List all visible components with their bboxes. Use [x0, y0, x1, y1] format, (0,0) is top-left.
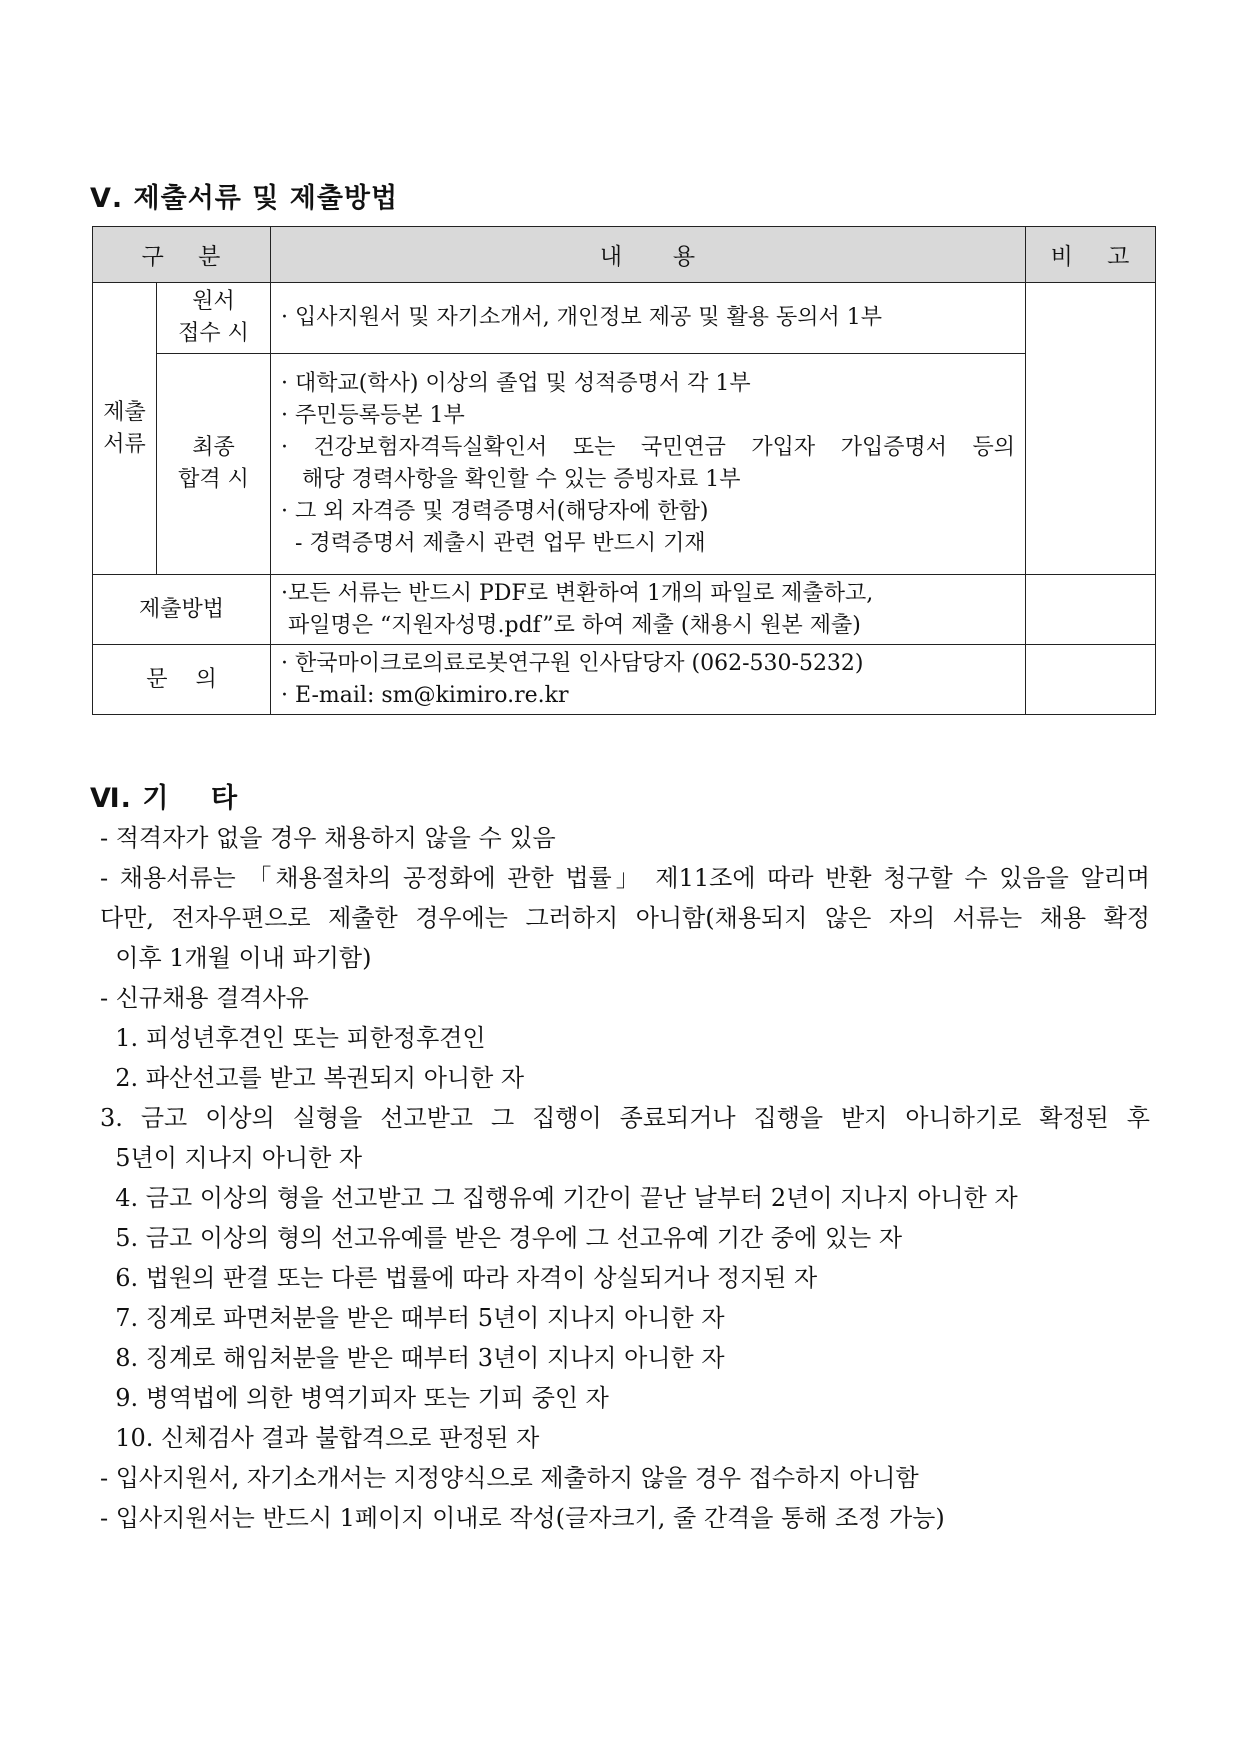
docs-label: 제출 서류 [93, 283, 157, 575]
list-item: - 적격자가 없을 경우 채용하지 않을 수 있음 [100, 824, 556, 852]
remarks-cell [1026, 283, 1156, 575]
list-item: 이후 1개월 이내 파기함) [100, 944, 372, 972]
final-content: · 대학교(학사) 이상의 졸업 및 성적증명서 각 1부 · 주민등록등본 1부 · 건강보험자격득실확인서 또는 국민연금 가입자 가입증명서 등의 해당 경력사항을 확인할 수 있는 증빙자료 1부 · 그 외 자격증 및 경력증명서(해당자에 한함) - 경력증명서 제출시 관련 업무 반드시 기재 [271, 354, 1026, 575]
table-header-row [93, 227, 1156, 283]
inquiry-label: 문 의 [93, 645, 271, 715]
section-title-submission: Ⅴ. 제출서류 및 제출방법 [90, 183, 399, 214]
header-remarks: 비 고 [1026, 227, 1156, 283]
receipt-label: 원서 접수 시 [157, 283, 271, 354]
list-item: 다만, 전자우편으로 제출한 경우에는 그러하지 아니함(채용되지 않은 자의 서류는 채용 확정 [100, 904, 1150, 932]
list-item: 7. 징계로 파면처분을 받은 때부터 5년이 지나지 아니한 자 [100, 1304, 725, 1332]
list-item: - 입사지원서, 자기소개서는 지정양식으로 제출하지 않을 경우 접수하지 아니함 [100, 1464, 919, 1492]
table-row [93, 575, 1156, 645]
list-item: - 신규채용 결격사유 [100, 984, 309, 1012]
list-item: 6. 법원의 판결 또는 다른 법률에 따라 자격이 상실되거나 정지된 자 [100, 1264, 818, 1292]
table-row [93, 354, 1156, 575]
submission-table [92, 226, 1156, 715]
header-content: 내 용 [271, 227, 1026, 283]
other-notes-list [100, 818, 1150, 1538]
table-row [93, 283, 1156, 354]
list-item: 9. 병역법에 의한 병역기피자 또는 기피 중인 자 [100, 1384, 609, 1412]
list-item: 5년이 지나지 아니한 자 [100, 1144, 363, 1172]
table-row [93, 645, 1156, 715]
final-label: 최종 합격 시 [157, 354, 271, 575]
inquiry-content: · 한국마이크로의료로봇연구원 인사담당자 (062-530-5232) · E-mail: sm@kimiro.re.kr [271, 645, 1026, 715]
list-item: 10. 신체검사 결과 불합격으로 판정된 자 [100, 1424, 540, 1452]
section-title-other: Ⅵ. 기 타 [90, 783, 239, 814]
method-label: 제출방법 [93, 575, 271, 645]
remarks-cell [1026, 575, 1156, 645]
list-item: 2. 파산선고를 받고 복권되지 아니한 자 [100, 1064, 525, 1092]
list-item: - 채용서류는 「채용절차의 공정화에 관한 법률」 제11조에 따라 반환 청구할 수 있음을 알리며 [100, 864, 1150, 892]
list-item: 8. 징계로 해임처분을 받은 때부터 3년이 지나지 아니한 자 [100, 1344, 725, 1372]
list-item: 4. 금고 이상의 형을 선고받고 그 집행유예 기간이 끝난 날부터 2년이 지나지 아니한 자 [100, 1184, 1018, 1212]
receipt-content: · 입사지원서 및 자기소개서, 개인정보 제공 및 활용 동의서 1부 [271, 283, 1026, 354]
list-item: 1. 피성년후견인 또는 피한정후견인 [100, 1024, 486, 1052]
list-item: 3. 금고 이상의 실형을 선고받고 그 집행이 종료되거나 집행을 받지 아니하기로 확정된 후 [100, 1104, 1150, 1132]
method-content: ·모든 서류는 반드시 PDF로 변환하여 1개의 파일로 제출하고, 파일명은 “지원자성명.pdf”로 하여 제출 (채용시 원본 제출) [271, 575, 1026, 645]
header-category: 구 분 [93, 227, 271, 283]
remarks-cell [1026, 645, 1156, 715]
list-item: - 입사지원서는 반드시 1페이지 이내로 작성(글자크기, 줄 간격을 통해 조정 가능) [100, 1504, 945, 1532]
list-item: 5. 금고 이상의 형의 선고유예를 받은 경우에 그 선고유예 기간 중에 있는 자 [100, 1224, 903, 1252]
